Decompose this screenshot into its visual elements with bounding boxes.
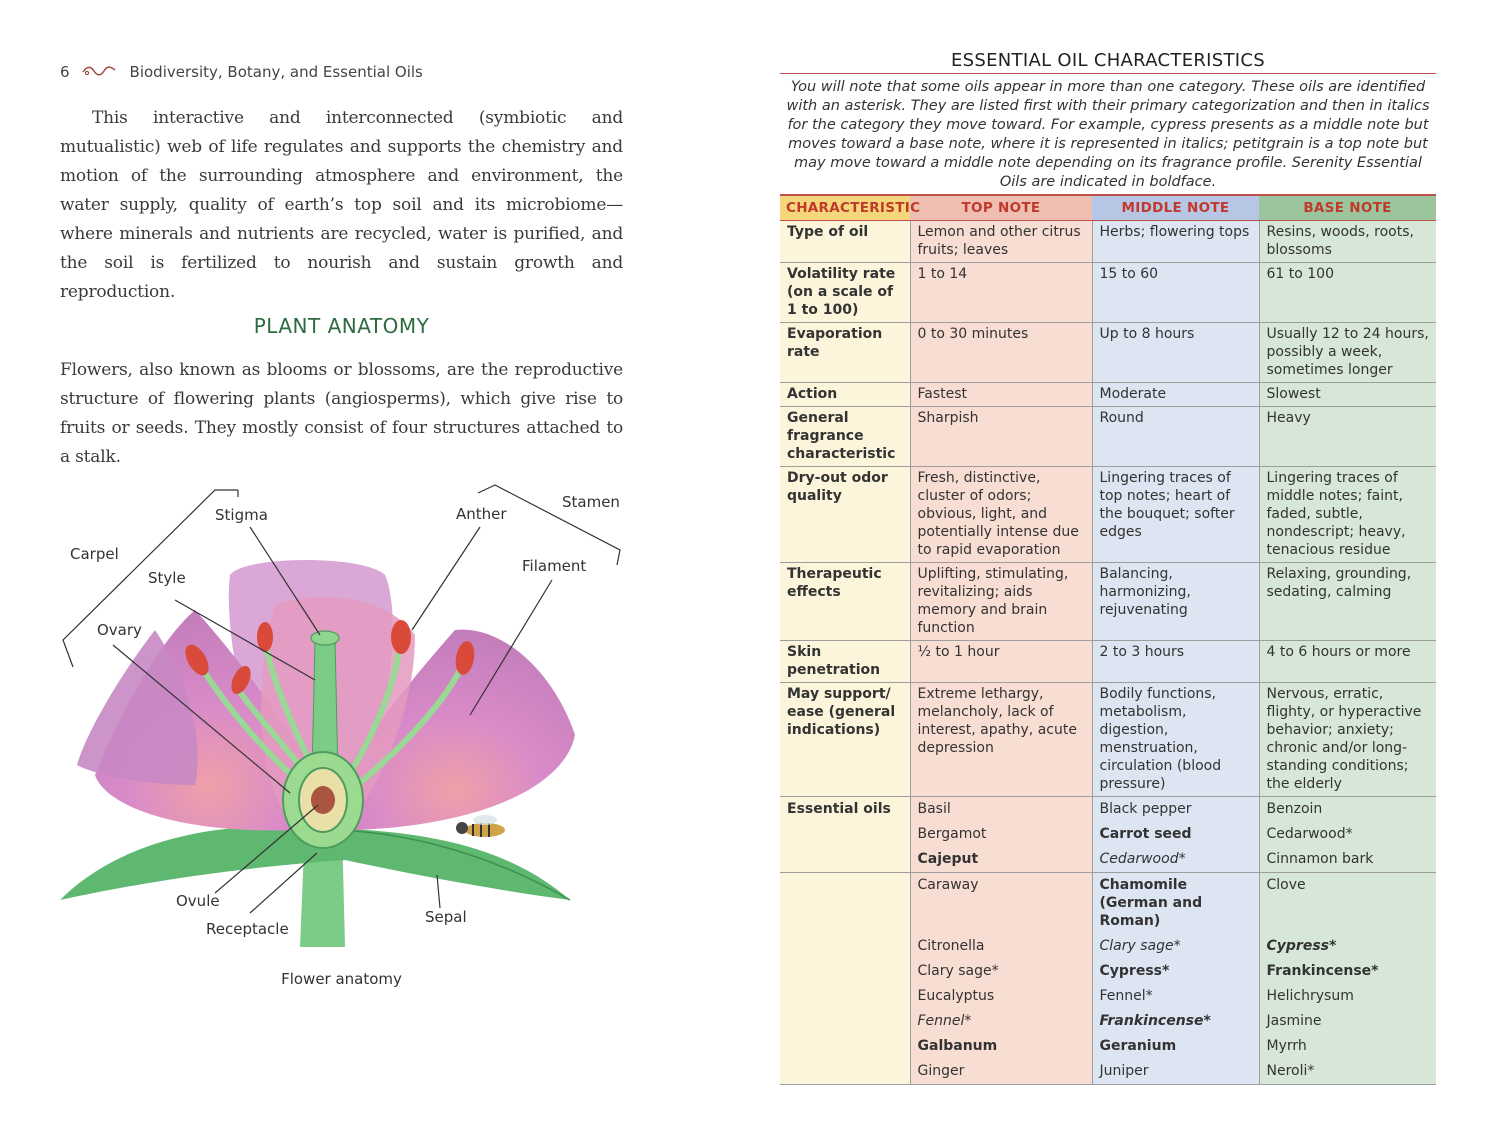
paragraph-flowers: Flowers, also known as blooms or blossoms, are the reproductive structure of flowering plants (angiosperms), which give rise to fruits or seeds. They mostly consist of four structures attached to a stalk. <box>60 360 623 467</box>
oil-name: Juniper <box>1099 1063 1149 1079</box>
oil-name: Cypress* <box>1099 963 1170 979</box>
table-row <box>780 467 1436 563</box>
label-ovary: Ovary <box>97 621 142 639</box>
top-note-cell: Fastest <box>910 383 1092 407</box>
oil-row-label <box>780 1034 910 1059</box>
middle-note-cell: Up to 8 hours <box>1092 323 1259 383</box>
base-note-cell: 61 to 100 <box>1259 263 1436 323</box>
oil-name: Galbanum <box>917 1038 998 1054</box>
oil-row <box>780 847 1436 873</box>
oil-row-label <box>780 822 910 847</box>
oil-row <box>780 934 1436 959</box>
table-title: ESSENTIAL OIL CHARACTERISTICS <box>950 50 1266 71</box>
oil-row-label <box>780 959 910 984</box>
oil-name: Carrot seed <box>1099 826 1192 842</box>
base-note-oil <box>1259 873 1436 935</box>
paragraph-intro: This interactive and interconnected (symbiotic and mutualistic) web of life regulates and supports the chemistry and motion of the surrounding atmosphere and environment, the water supply, quality of earth’s top soil and its microbiome—where minerals and nutrients are recycled, water is purified, and the soil is fertilized to nourish and sustain growth and reproduction. <box>60 108 623 302</box>
middle-note-cell: Herbs; flowering tops <box>1092 221 1259 263</box>
oil-row-label: Essential oils <box>780 797 910 823</box>
base-note-oil <box>1259 1034 1436 1059</box>
oil-name: Fennel* <box>1099 988 1153 1004</box>
table-row <box>780 563 1436 641</box>
base-note-cell: Usually 12 to 24 hours, possibly a week, sometimes longer <box>1259 323 1436 383</box>
top-note-oil <box>910 959 1092 984</box>
row-label: Skin penetration <box>780 641 910 683</box>
row-label: Action <box>780 383 910 407</box>
oil-name: Black pepper <box>1099 801 1192 817</box>
oil-name: Cypress* <box>1266 938 1337 954</box>
oil-row-label <box>780 847 910 873</box>
label-anther: Anther <box>456 505 507 523</box>
oil-characteristics-table <box>780 194 1436 1085</box>
middle-note-cell: Balancing, harmonizing, rejuvenating <box>1092 563 1259 641</box>
top-note-cell: Sharpish <box>910 407 1092 467</box>
base-note-cell: Lingering traces of middle notes; faint, faded, subtle, nondescript; heavy, tenacious residue <box>1259 467 1436 563</box>
label-stamen: Stamen <box>562 493 620 511</box>
label-sepal: Sepal <box>425 908 467 926</box>
base-note-oil <box>1259 822 1436 847</box>
row-label: Dry-out odor quality <box>780 467 910 563</box>
ovule <box>311 786 335 814</box>
oil-name: Fennel* <box>917 1013 972 1029</box>
top-note-cell: Extreme lethargy, melancholy, lack of interest, apathy, acute depression <box>910 683 1092 797</box>
top-note-cell: 0 to 30 minutes <box>910 323 1092 383</box>
middle-note-oil <box>1092 873 1259 935</box>
table-row <box>780 683 1436 797</box>
top-note-cell: Uplifting, stimulating, revitalizing; aids memory and brain function <box>910 563 1092 641</box>
oil-row <box>780 959 1436 984</box>
oil-name: Basil <box>917 801 951 817</box>
oil-row <box>780 873 1436 935</box>
middle-note-cell: Lingering traces of top notes; heart of the bouquet; softer edges <box>1092 467 1259 563</box>
oil-row-label <box>780 873 910 935</box>
base-note-cell: Nervous, erratic, flighty, or hyperactive behavior; anxiety; chronic and/or long-standing conditions; the elderly <box>1259 683 1436 797</box>
oil-name: Bergamot <box>917 826 987 842</box>
base-note-oil <box>1259 959 1436 984</box>
oil-name: Clary sage* <box>917 963 999 979</box>
row-label: Volatility rate (on a scale of 1 to 100) <box>780 263 910 323</box>
top-note-cell: ½ to 1 hour <box>910 641 1092 683</box>
header-characteristic: CHARACTERISTIC <box>780 195 910 221</box>
base-note-cell: Slowest <box>1259 383 1436 407</box>
middle-note-oil <box>1092 984 1259 1009</box>
row-label: Evaporation rate <box>780 323 910 383</box>
middle-note-cell: 2 to 3 hours <box>1092 641 1259 683</box>
table-row <box>780 407 1436 467</box>
label-ovule: Ovule <box>176 892 220 910</box>
middle-note-cell: 15 to 60 <box>1092 263 1259 323</box>
middle-note-oil <box>1092 1034 1259 1059</box>
middle-note-oil <box>1092 934 1259 959</box>
label-filament: Filament <box>522 557 587 575</box>
oil-name: Clary sage* <box>1099 938 1181 954</box>
oil-name: Ginger <box>917 1063 965 1079</box>
oil-name: Cinnamon bark <box>1266 851 1374 867</box>
top-note-oil <box>910 1009 1092 1034</box>
row-label: General fragrance characteristic <box>780 407 910 467</box>
oil-row <box>780 797 1436 823</box>
top-note-oil <box>910 822 1092 847</box>
oil-name: Geranium <box>1099 1038 1177 1054</box>
flower-anatomy-illustration <box>55 475 635 955</box>
stigma <box>311 631 339 645</box>
top-note-oil <box>910 847 1092 873</box>
top-note-cell: Lemon and other citrus fruits; leaves <box>910 221 1092 263</box>
oil-name: Frankincense* <box>1099 1013 1211 1029</box>
oil-name: Neroli* <box>1266 1063 1315 1079</box>
base-note-oil <box>1259 934 1436 959</box>
table-intro: You will note that some oils appear in more than one category. These oils are identified with an asterisk. They are listed first with their primary categorization and then in italics for the category they move toward. For example, cypress presents as a middle note but moves toward a base note, where it is represented in italics; petitgrain is a top note but may move toward a middle note depending on its fragrance profile. Serenity Essential Oils are indicated in boldface. <box>786 79 1430 190</box>
header-top-note: TOP NOTE <box>910 195 1092 221</box>
table-row <box>780 323 1436 383</box>
header-base-note: BASE NOTE <box>1259 195 1436 221</box>
label-carpel: Carpel <box>70 545 119 563</box>
top-note-oil <box>910 873 1092 935</box>
oil-name: Caraway <box>917 877 979 893</box>
middle-note-oil <box>1092 959 1259 984</box>
base-note-cell: Relaxing, grounding, sedating, calming <box>1259 563 1436 641</box>
top-note-cell: 1 to 14 <box>910 263 1092 323</box>
oil-row-label <box>780 984 910 1009</box>
row-label: Type of oil <box>780 221 910 263</box>
table-row <box>780 221 1436 263</box>
base-note-oil <box>1259 847 1436 873</box>
middle-note-oil <box>1092 1059 1259 1085</box>
oil-row <box>780 1009 1436 1034</box>
left-page <box>0 0 720 1125</box>
middle-note-cell: Moderate <box>1092 383 1259 407</box>
base-note-oil <box>1259 797 1436 823</box>
top-note-oil <box>910 1059 1092 1085</box>
oil-name: Chamomile (German and Roman) <box>1099 877 1203 929</box>
top-note-oil <box>910 934 1092 959</box>
base-note-oil <box>1259 984 1436 1009</box>
page-number: 6 <box>60 63 70 81</box>
table-row <box>780 383 1436 407</box>
base-note-cell: Resins, woods, roots, blossoms <box>1259 221 1436 263</box>
figure-caption: Flower anatomy <box>281 970 402 988</box>
top-note-oil <box>910 984 1092 1009</box>
middle-note-oil <box>1092 847 1259 873</box>
oil-row <box>780 1059 1436 1085</box>
label-style: Style <box>148 569 186 587</box>
ornament-icon <box>82 63 116 81</box>
oil-name: Cedarwood* <box>1099 851 1186 867</box>
top-note-oil <box>910 1034 1092 1059</box>
oil-row <box>780 1034 1436 1059</box>
oil-name: Citronella <box>917 938 985 954</box>
middle-note-cell: Bodily functions, metabolism, digestion, menstruation, circulation (blood pressure) <box>1092 683 1259 797</box>
oil-name: Cedarwood* <box>1266 826 1353 842</box>
oil-name: Jasmine <box>1266 1013 1322 1029</box>
top-note-cell: Fresh, distinctive, cluster of odors; obvious, light, and potentially intense due to rapid evaporation <box>910 467 1092 563</box>
oil-name: Frankincense* <box>1266 963 1379 979</box>
base-note-cell: 4 to 6 hours or more <box>1259 641 1436 683</box>
base-note-oil <box>1259 1059 1436 1085</box>
oil-row-label <box>780 1059 910 1085</box>
label-stigma: Stigma <box>215 506 268 524</box>
oil-row-label <box>780 1009 910 1034</box>
title-rule <box>780 73 1436 74</box>
middle-note-oil <box>1092 822 1259 847</box>
oil-name: Benzoin <box>1266 801 1323 817</box>
oil-name: Cajeput <box>917 851 979 867</box>
oil-row <box>780 984 1436 1009</box>
table-header-row <box>780 195 1436 221</box>
table-body <box>780 221 1436 1085</box>
oil-row <box>780 822 1436 847</box>
oil-name: Eucalyptus <box>917 988 995 1004</box>
middle-note-oil <box>1092 797 1259 823</box>
header-middle-note: MIDDLE NOTE <box>1092 195 1259 221</box>
right-page <box>760 0 1500 1125</box>
row-label: May support/ ease (general indications) <box>780 683 910 797</box>
middle-note-oil <box>1092 1009 1259 1034</box>
oil-name: Clove <box>1266 877 1306 893</box>
oil-name: Helichrysum <box>1266 988 1354 1004</box>
bee-illustration <box>456 815 505 837</box>
base-note-oil <box>1259 1009 1436 1034</box>
row-label: Therapeutic effects <box>780 563 910 641</box>
running-head <box>60 63 423 81</box>
table-row <box>780 641 1436 683</box>
oil-name: Myrrh <box>1266 1038 1307 1054</box>
running-title: Biodiversity, Botany, and Essential Oils <box>129 63 423 81</box>
section-heading: PLANT ANATOMY <box>253 314 430 338</box>
label-receptacle: Receptacle <box>206 920 289 938</box>
oil-row-label <box>780 934 910 959</box>
table-row <box>780 263 1436 323</box>
base-note-cell: Heavy <box>1259 407 1436 467</box>
top-note-oil <box>910 797 1092 823</box>
middle-note-cell: Round <box>1092 407 1259 467</box>
